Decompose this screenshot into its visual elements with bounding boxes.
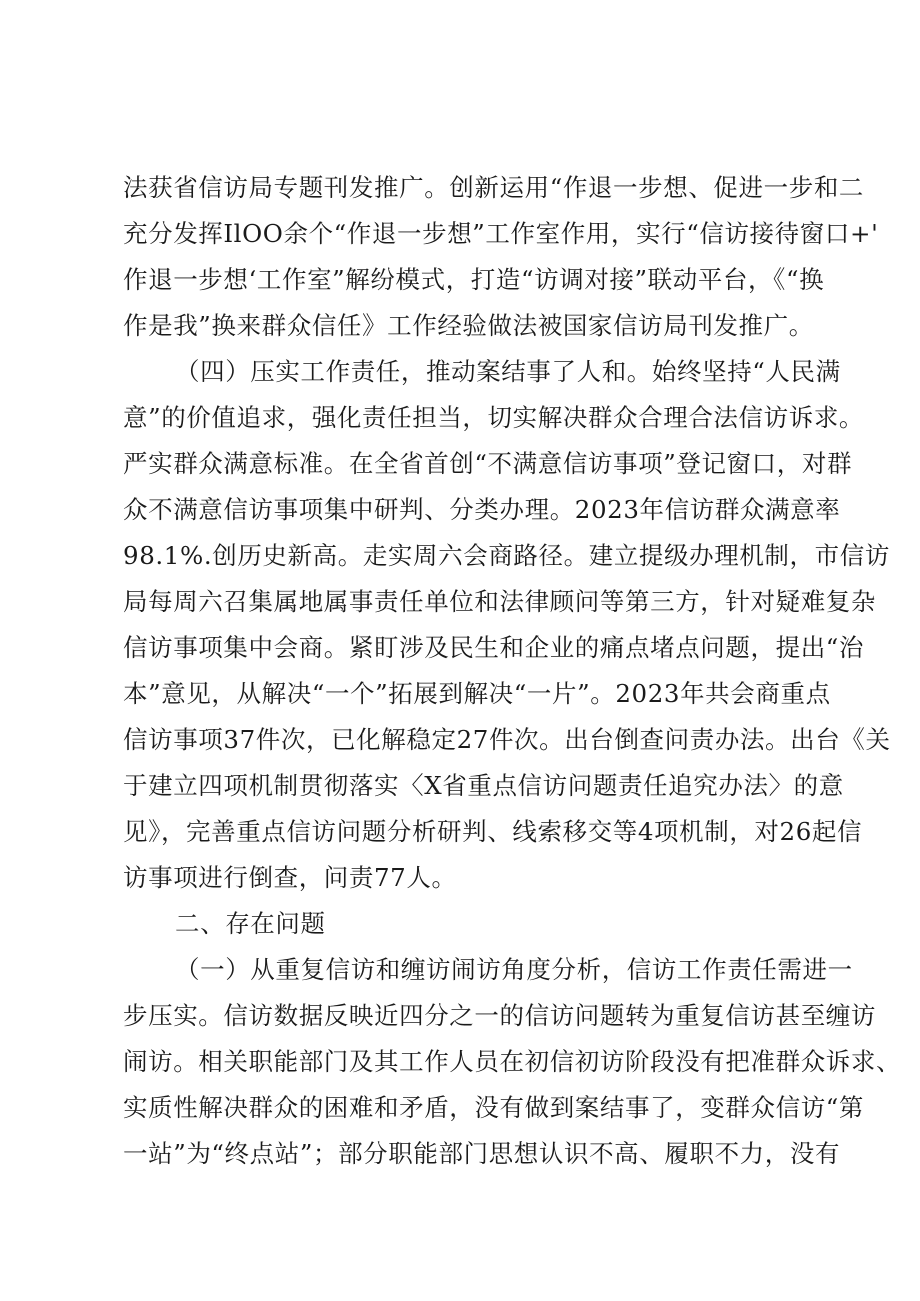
text-line: 作退一步想‘工作室”解纷模式，打造“访调对接”联动平台，《“换 xyxy=(123,265,825,294)
text-line: 访事项进行倒查，问责77人。 xyxy=(123,863,457,892)
text-line: 本”意见，从解决“一个”拓展到解决“一片”。2023年共会商重点 xyxy=(123,679,831,708)
text-line: 信访事项集中会商。紧盯涉及民生和企业的痛点堵点问题，提出“治 xyxy=(123,633,865,662)
text-line: 意”的价值追求，强化责任担当，切实解决群众合理合法信访诉求。 xyxy=(123,403,865,432)
text-line: 信访事项37件次，已化解稳定27件次。出台倒查问责办法。出台《关 xyxy=(123,725,891,754)
text-line: 严实群众满意标准。在全省首创“不满意信访事项”登记窗口，对群 xyxy=(123,449,853,478)
section-heading: 二、存在问题 xyxy=(175,909,326,938)
text-line: 法获省信访局专题刊发推广。创新运用“作退一步想、促进一步和二 xyxy=(123,173,865,202)
text-line: 闹访。相关职能部门及其工作人员在初信初访阶段没有把准群众诉求、 xyxy=(123,1047,902,1076)
text-line: （一）从重复信访和缠访闹访角度分析，信访工作责任需进一 xyxy=(175,955,853,984)
text-line: 实质性解决群众的困难和矛盾，没有做到案结事了，变群众信访“第 xyxy=(123,1093,865,1122)
text-line: 众不满意信访事项集中研判、分类办理。2023年信访群众满意率 xyxy=(123,495,841,524)
text-line: 作是我”换来群众信任》工作经验做法被国家信访局刊发推广。 xyxy=(123,311,814,340)
text-line: 见》，完善重点信访问题分析研判、线索移交等4项机制，对26起信 xyxy=(123,817,863,846)
text-line: （四）压实工作责任，推动案结事了人和。始终坚持“人民满 xyxy=(175,357,841,386)
text-line: 局每周六召集属地属事责任单位和法律顾问等第三方，针对疑难复杂 xyxy=(123,587,876,616)
text-line: 步压实。信访数据反映近四分之一的信访问题转为重复信访甚至缠访 xyxy=(123,1001,876,1030)
text-line: 于建立四项机制贯彻落实〈X省重点信访问题责任追究办法〉的意 xyxy=(123,771,844,800)
text-line: 一站”为“终点站”；部分职能部门思想认识不高、履职不力，没有 xyxy=(123,1139,841,1168)
text-line: 充分发挥IlOO余个“作退一步想”工作室作用，实行“信访接待窗口+' xyxy=(123,219,879,248)
text-line: 98.1%.创历史新高。走实周六会商路径。建立提级办理机制，市信访 xyxy=(123,541,890,570)
